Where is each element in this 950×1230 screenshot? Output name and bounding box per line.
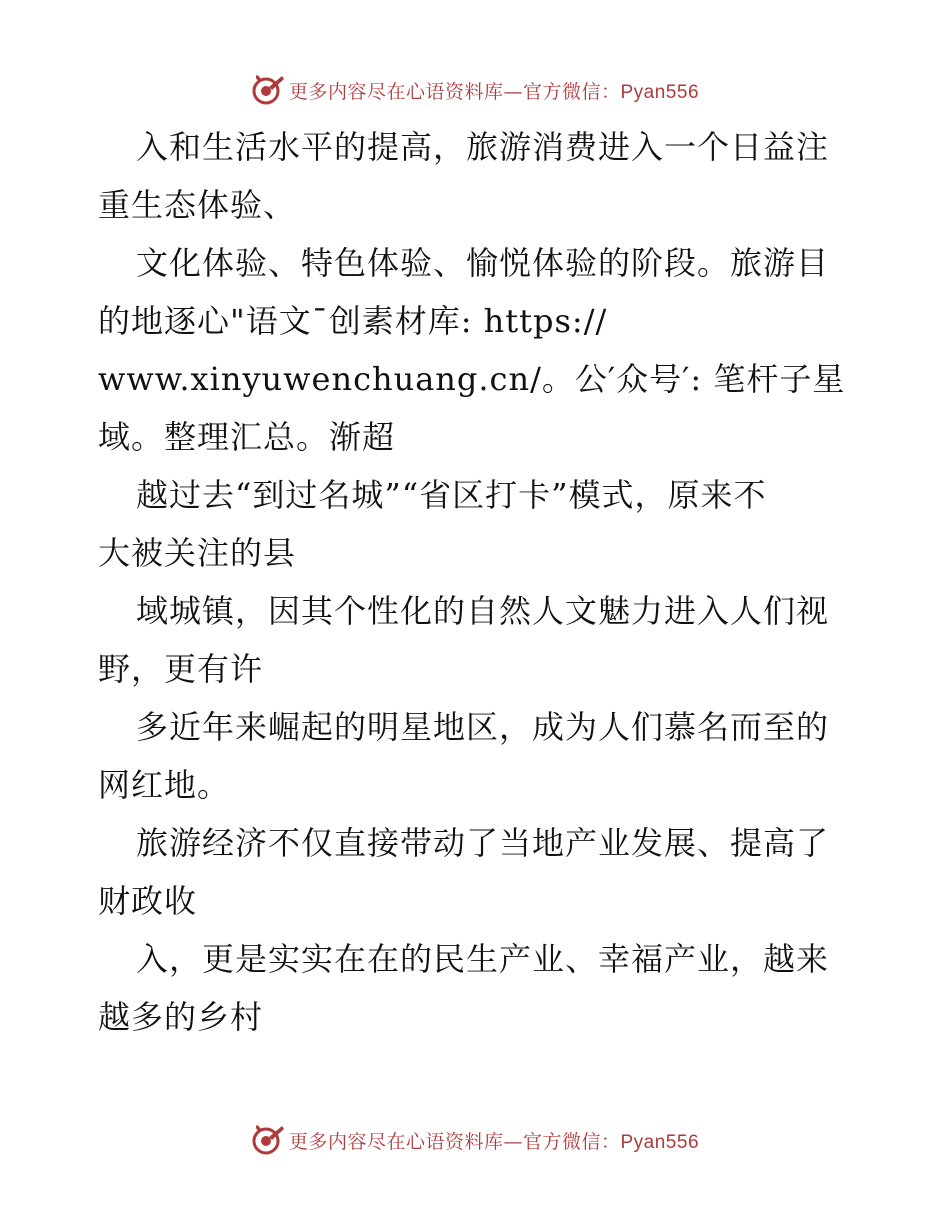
pen-nib-logo-icon <box>251 73 285 107</box>
header-wechat-id: Pyan556 <box>620 81 700 103</box>
text-line: www.xinyuwenchuang.cn/。公′众号′: 笔杆子星 <box>98 360 846 398</box>
header-wechat-label: 官方微信： <box>522 80 621 103</box>
text-line: 域城镇，因其个性化的自然人文魅力进入人们视 <box>136 592 830 630</box>
document-body <box>98 118 858 1046</box>
text-line: 入，更是实实在在的民生产业、幸福产业，越来 <box>136 940 830 978</box>
header-brand: 更多内容尽在心语资料库 <box>288 80 504 103</box>
header-brand-text <box>289 77 699 104</box>
footer-brand: 更多内容尽在心语资料库 <box>288 1130 504 1153</box>
footer-brand-text <box>289 1127 699 1154</box>
header-banner <box>0 70 950 110</box>
text-line: 财政收 <box>98 882 198 920</box>
text-line: 越过去“到过名城”“省区打卡”模式，原来不 <box>136 476 767 514</box>
footer-wechat-label: 官方微信： <box>522 1130 621 1153</box>
footer-separator: — <box>503 1130 523 1153</box>
text-line: 旅游经济不仅直接带动了当地产业发展、提高了 <box>136 824 830 862</box>
footer-wechat-id: Pyan556 <box>620 1131 700 1153</box>
text-line: 文化体验、特色体验、愉悦体验的阶段。旅游目 <box>136 244 830 282</box>
text-line: 域。整理汇总。渐超 <box>98 418 396 456</box>
pen-nib-logo-icon <box>251 1123 285 1157</box>
footer-banner <box>0 1120 950 1160</box>
text-line: 越多的乡村 <box>98 998 264 1036</box>
text-line: 野，更有许 <box>98 650 264 688</box>
text-line: 多近年来崛起的明星地区，成为人们慕名而至的 <box>136 708 830 746</box>
text-line: 入和生活水平的提高，旅游消费进入一个日益注 <box>136 128 830 166</box>
header-separator: — <box>503 80 523 103</box>
text-line: 网红地。 <box>98 766 231 804</box>
text-line: 大被关注的县 <box>98 534 297 572</box>
text-line: 重生态体验、 <box>98 186 297 224</box>
text-line: 的地逐心"语文¯创素材库: https:// <box>98 302 608 340</box>
